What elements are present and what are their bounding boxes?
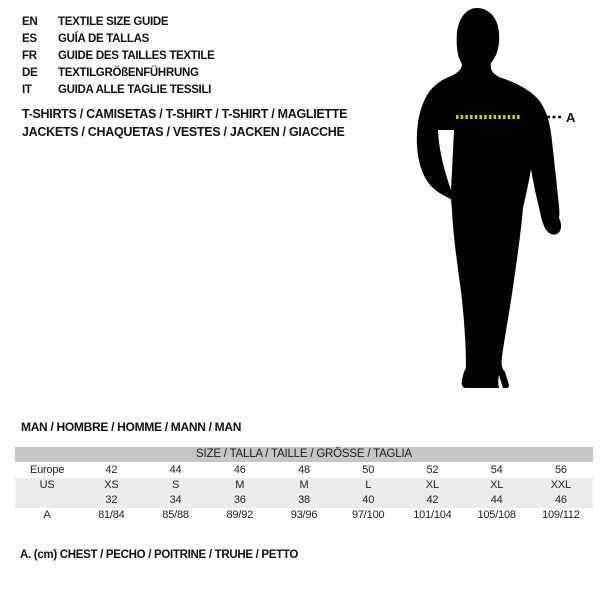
table-cell: 42	[400, 493, 464, 508]
table-header-row	[15, 447, 593, 463]
row-label	[15, 493, 79, 508]
language-label: TEXTILGRÖßENFÜHRUNG	[58, 67, 199, 79]
table-cell: 46	[529, 493, 593, 508]
section-title-man: MAN / HOMBRE / HOMME / MANN / MAN	[21, 420, 242, 434]
table-cell: S	[143, 478, 207, 493]
table-cell: 42	[105, 464, 118, 476]
table-cell: 34	[143, 493, 207, 508]
table-cell: M	[208, 478, 272, 493]
table-cell: 46	[233, 464, 246, 476]
table-cell: 36	[208, 493, 272, 508]
list-item	[22, 48, 215, 65]
table-cell: 50	[362, 464, 375, 476]
language-label: GUIDE DES TAILLES TEXTILE	[58, 50, 215, 62]
table-cell: 48	[298, 464, 310, 476]
row-label: A	[43, 509, 51, 521]
table-cell: 85/88	[162, 509, 189, 521]
language-label: GUÍA DE TALLAS	[58, 33, 149, 45]
list-item	[22, 65, 215, 82]
table-cell: 32	[79, 493, 143, 508]
table-header: SIZE / TALLA / TAILLE / GRÖSSE / TAGLIA	[15, 447, 593, 463]
language-guide-list	[22, 14, 215, 99]
table-cell: 52	[426, 464, 439, 476]
table-row-us	[15, 478, 593, 493]
table-cell: M	[272, 478, 336, 493]
measurement-footnote: A. (cm) CHEST / PECHO / POITRINE / TRUHE / PETTO	[20, 549, 299, 561]
table-cell: L	[336, 478, 400, 493]
table-cell: 97/100	[351, 509, 385, 521]
row-label: Europe	[29, 464, 65, 476]
table-cell: 44	[465, 493, 529, 508]
product-category-lines	[22, 105, 347, 141]
table-cell: 93/96	[290, 509, 318, 521]
language-label: TEXTILE SIZE GUIDE	[58, 16, 169, 28]
product-line-tshirts: T-SHIRTS / CAMISETAS / T-SHIRT / T-SHIRT / MAGLIETTE	[22, 107, 348, 121]
man-silhouette-body	[417, 8, 561, 388]
table-cell: XL	[465, 478, 529, 493]
table-row-europe	[15, 463, 593, 479]
table-cell: 56	[554, 464, 567, 476]
language-code: EN	[22, 16, 38, 28]
table-cell: XXL	[529, 478, 593, 493]
table-cell: 38	[272, 493, 336, 508]
table-cell: 105/108	[477, 509, 516, 521]
language-code: DE	[22, 67, 38, 79]
table-cell: 89/92	[226, 509, 254, 521]
measurement-label-a: A	[566, 110, 576, 125]
table-cell: XS	[79, 478, 143, 493]
table-cell: 81/84	[98, 509, 125, 521]
language-code: FR	[22, 50, 37, 62]
list-item	[22, 31, 215, 48]
product-line-jackets: JACKETS / CHAQUETAS / VESTES / JACKEN / GIACCHE	[22, 125, 345, 139]
table-row-uk	[15, 493, 593, 508]
size-table-wrap	[15, 447, 593, 523]
table-cell: 101/104	[413, 509, 452, 521]
language-label: GUIDA ALLE TAGLIE TESSILI	[58, 84, 212, 96]
list-item	[22, 82, 215, 99]
man-silhouette-svg	[390, 0, 600, 410]
table-cell: XL	[400, 478, 464, 493]
table-cell: 109/112	[542, 509, 580, 521]
table-cell: 40	[336, 493, 400, 508]
list-item	[22, 14, 215, 31]
table-cell: 54	[490, 464, 503, 476]
table-cell: 44	[169, 464, 182, 476]
row-label: US	[15, 478, 79, 493]
language-code: IT	[22, 84, 32, 96]
size-table	[15, 447, 593, 523]
table-row-a-chest	[15, 508, 593, 523]
man-silhouette-figure	[390, 0, 600, 410]
language-code: ES	[22, 33, 37, 45]
